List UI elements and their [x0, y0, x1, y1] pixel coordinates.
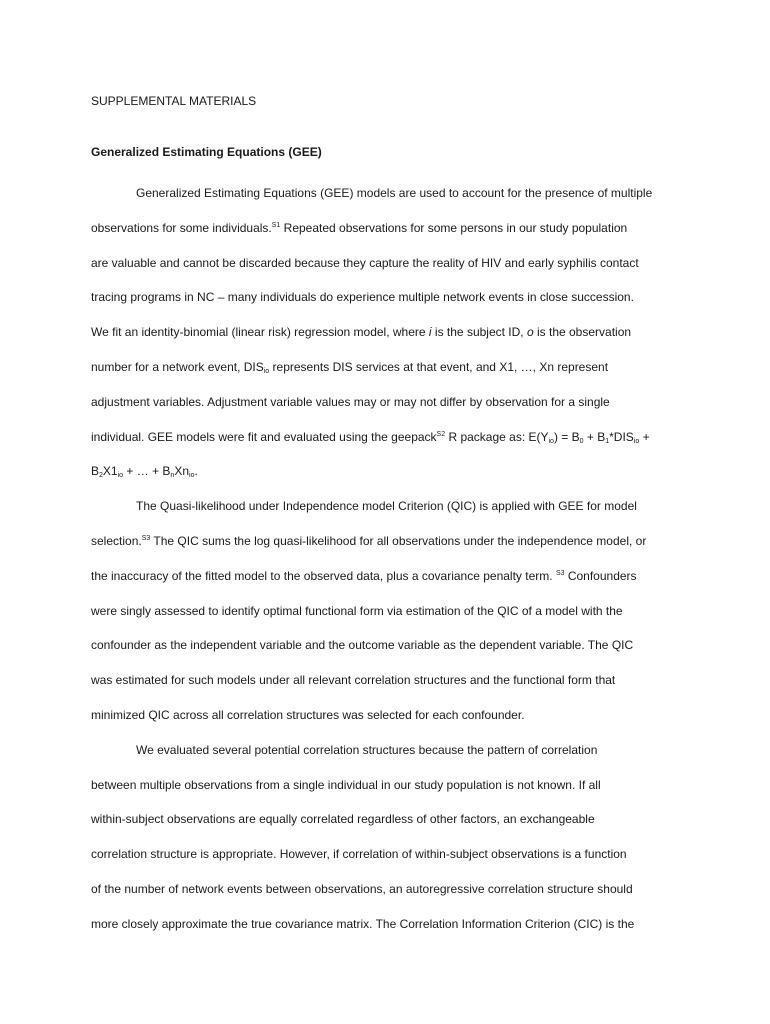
supplemental-heading: SUPPLEMENTAL MATERIALS [91, 94, 257, 108]
body-text [91, 176, 691, 942]
text-line: number for a network event, $DIS_{io}$ represents DIS services at that event, and X1, …, Xn represent [91, 359, 609, 375]
text-line: confounder as the independent variable and the outcome variable as the dependent variable. The QIC [91, 638, 634, 653]
text-line: between multiple observations from a single individual in our study population is not known. If all [91, 777, 601, 792]
text-line: We evaluated several potential correlation structures because the pattern of correlation [136, 742, 598, 757]
text-line: correlation structure is appropriate. However, if correlation of within-subject observations is a function [91, 847, 627, 862]
section-heading: Generalized Estimating Equations (GEE) [91, 145, 322, 159]
paragraph-gee-models [91, 176, 691, 489]
text-line: adjustment variables. Adjustment variable values may or may not differ by observation for a single [91, 394, 610, 409]
text-line: are valuable and cannot be discarded because they capture the reality of HIV and early syphilis contact [91, 255, 639, 270]
citation-superscript: S3 [555, 569, 565, 577]
citation-superscript: S3 [141, 534, 151, 542]
paragraph-correlation-structures [91, 733, 691, 942]
text-line: was estimated for such models under all relevant correlation structures and the functional form that [91, 673, 616, 688]
text-line: The Quasi-likelihood under Independence model Criterion (QIC) is applied with GEE for model [136, 499, 637, 514]
paragraph-qic [91, 489, 691, 733]
equation-line: individual. GEE models were fit and evaluated using the geepack$^{S2}$ R package as: $E(Y_{io}) = B_0 + B_1*DIS_{io}$ + [91, 429, 650, 445]
text-line: were singly assessed to identify optimal functional form via estimation of the QIC of a model with the [91, 603, 623, 618]
text-line: Generalized Estimating Equations (GEE) models are used to account for the presence of multiple [136, 186, 653, 200]
text-line: within-subject observations are equally correlated regardless of other factors, an exchangeable [91, 812, 595, 827]
text-line: minimized QIC across all correlation structures was selected for each confounder. [91, 707, 525, 722]
citation-superscript: S2 [436, 430, 446, 438]
text-line: of the number of network events between observations, an autoregressive correlation structure should [91, 881, 633, 896]
text-line: more closely approximate the true covariance matrix. The Correlation Information Criterion (CIC) is the [91, 916, 635, 931]
text-line: We fit an identity-binomial (linear risk) regression model, where i is the subject ID, o is the observation [91, 325, 632, 340]
text-line: tracing programs in NC – many individuals do experience multiple network events in close succession. [91, 290, 634, 305]
text-line: observations for some individuals.$^{S1}$ Repeated observations for some persons in our study population [91, 220, 628, 235]
equation-line: $B_2X1_{io}$ + … + $B_nXn_{io}$. [91, 464, 198, 480]
text-line: the inaccuracy of the fitted model to the observed data, plus a covariance penalty term. $^{S3}$ Confounders [91, 568, 637, 583]
text-line: selection.$^{S3}$ The QIC sums the log quasi-likelihood for all observations under the independence model, or [91, 533, 647, 548]
citation-superscript: S1 [271, 221, 281, 229]
